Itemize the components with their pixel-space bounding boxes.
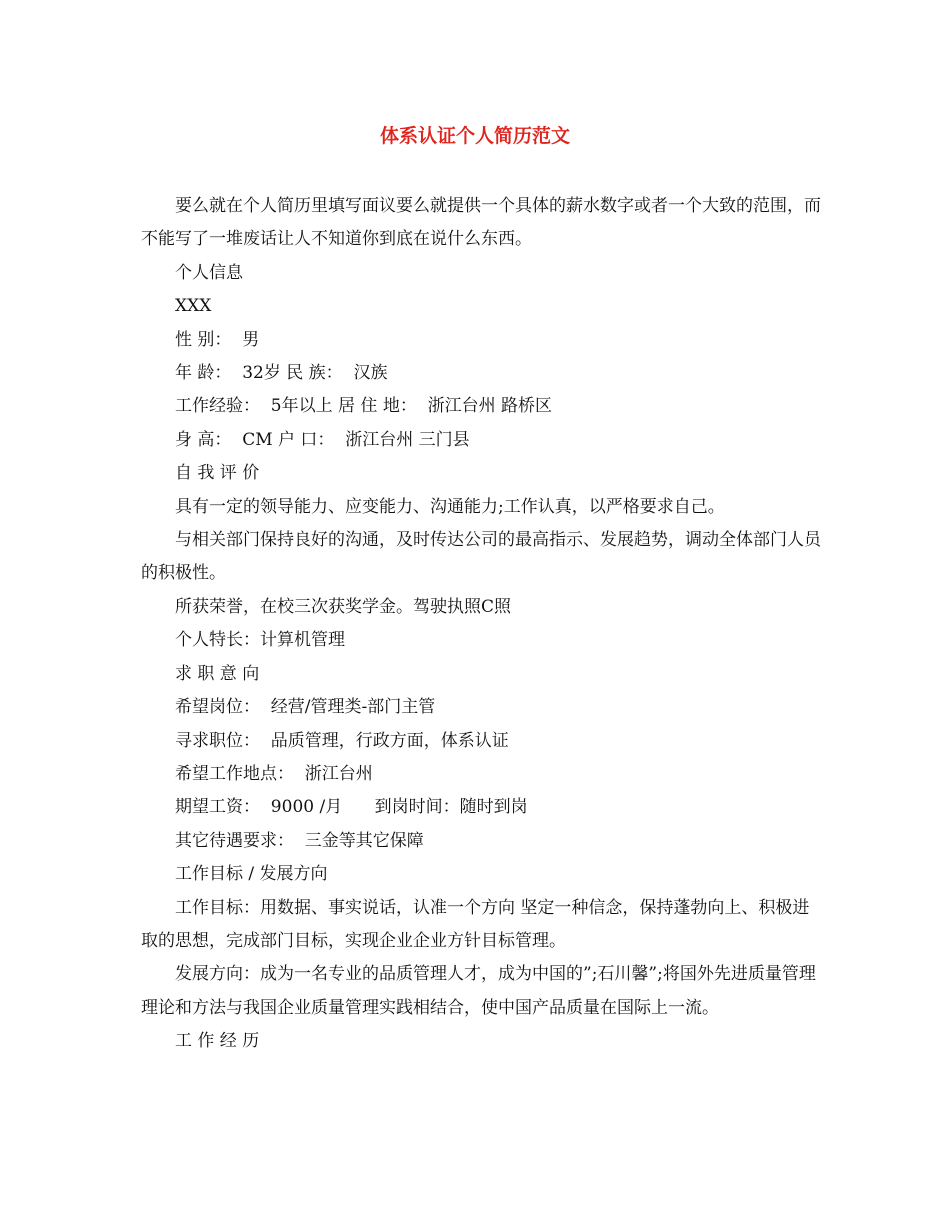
paragraph-development-direction: 发展方向：成为一名专业的品质管理人才，成为中国的”;石川馨”;将国外先进质量管理理论和方法与我国企业质量管理实践相结合，使中国产品质量在国际上一流。 bbox=[141, 964, 816, 1018]
field-height-hukou: 身 高： CM 户 口： 浙江台州 三门县 bbox=[175, 429, 470, 450]
field-name: XXX bbox=[175, 296, 212, 317]
field-desired-position: 希望岗位： 经营/管理类-部门主管 bbox=[175, 697, 436, 718]
paragraph-salary-advice: 要么就在个人简历里填写面议要么就提供一个具体的薪水数字或者一个大致的范围，而不能写了一堆废话让人不知道你到底在说什么东西。 bbox=[141, 196, 821, 250]
field-sought-role: 寻求职位： 品质管理，行政方面，体系认证 bbox=[175, 730, 509, 751]
heading-goals-direction: 工作目标 / 发展方向 bbox=[175, 864, 328, 885]
heading-personal-info: 个人信息 bbox=[175, 262, 243, 283]
field-gender: 性 别： 男 bbox=[175, 329, 260, 350]
field-experience-residence: 工作经验： 5年以上 居 住 地： 浙江台州 路桥区 bbox=[175, 396, 553, 417]
document-body bbox=[141, 190, 821, 1059]
field-other-benefits: 其它待遇要求： 三金等其它保障 bbox=[175, 830, 424, 851]
field-desired-location: 希望工作地点： 浙江台州 bbox=[175, 763, 373, 784]
paragraph-abilities: 具有一定的领导能力、应变能力、沟通能力;工作认真，以严格要求自己。 bbox=[175, 496, 725, 517]
field-specialty: 个人特长：计算机管理 bbox=[175, 630, 345, 651]
heading-job-intention: 求 职 意 向 bbox=[175, 663, 260, 684]
heading-self-evaluation: 自 我 评 价 bbox=[175, 463, 260, 484]
paragraph-work-goal: 工作目标：用数据、事实说话，认准一个方向 坚定一种信念，保持蓬勃向上、积极进取的思想，完成部门目标，实现企业企业方针目标管理。 bbox=[141, 897, 810, 951]
field-salary-availability: 期望工资： 9000 /月 到岗时间：随时到岗 bbox=[175, 797, 528, 818]
field-age-ethnicity: 年 龄： 32岁 民 族： 汉族 bbox=[175, 363, 388, 384]
paragraph-communication: 与相关部门保持良好的沟通，及时传达公司的最高指示、发展趋势，调动全体部门人员的积极性。 bbox=[141, 530, 821, 584]
document-title: 体系认证个人简历范文 bbox=[379, 125, 570, 147]
paragraph-honors: 所获荣誉，在校三次获奖学金。驾驶执照C照 bbox=[175, 596, 512, 617]
heading-work-experience: 工 作 经 历 bbox=[175, 1031, 260, 1052]
